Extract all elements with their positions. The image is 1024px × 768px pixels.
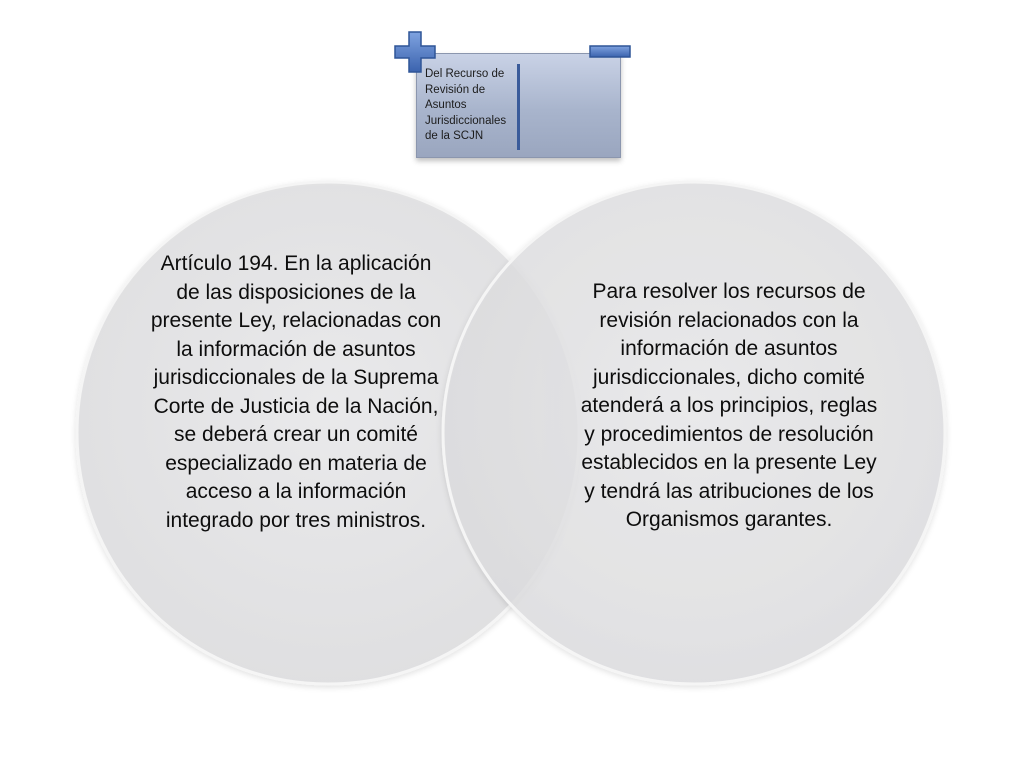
right-circle-text: Para resolver los recursos de revisión relacionados con la información de asuntos jurisdiccionales, dicho comité atenderá a los principios, reglas y procedimientos de resolución establecidos en la presente Ley y tendrá las atribuciones de los Organismos garantes. <box>580 280 878 531</box>
plus-icon[interactable] <box>393 30 437 74</box>
title-divider <box>517 64 520 150</box>
title-text: Del Recurso de Revisión de Asuntos Jurisdiccionales de la SCJN <box>425 68 507 142</box>
left-circle-text: Artículo 194. En la aplicación de las disposiciones de la presente Ley, relacionadas con la información de asuntos jurisdiccionales de la Suprema Corte de Justicia de la Nación, se deberá crear un comité especializado en materia de acceso a la información integrado por tres ministros. <box>150 252 442 532</box>
title-box[interactable] <box>416 53 621 158</box>
minus-icon[interactable] <box>589 44 631 60</box>
